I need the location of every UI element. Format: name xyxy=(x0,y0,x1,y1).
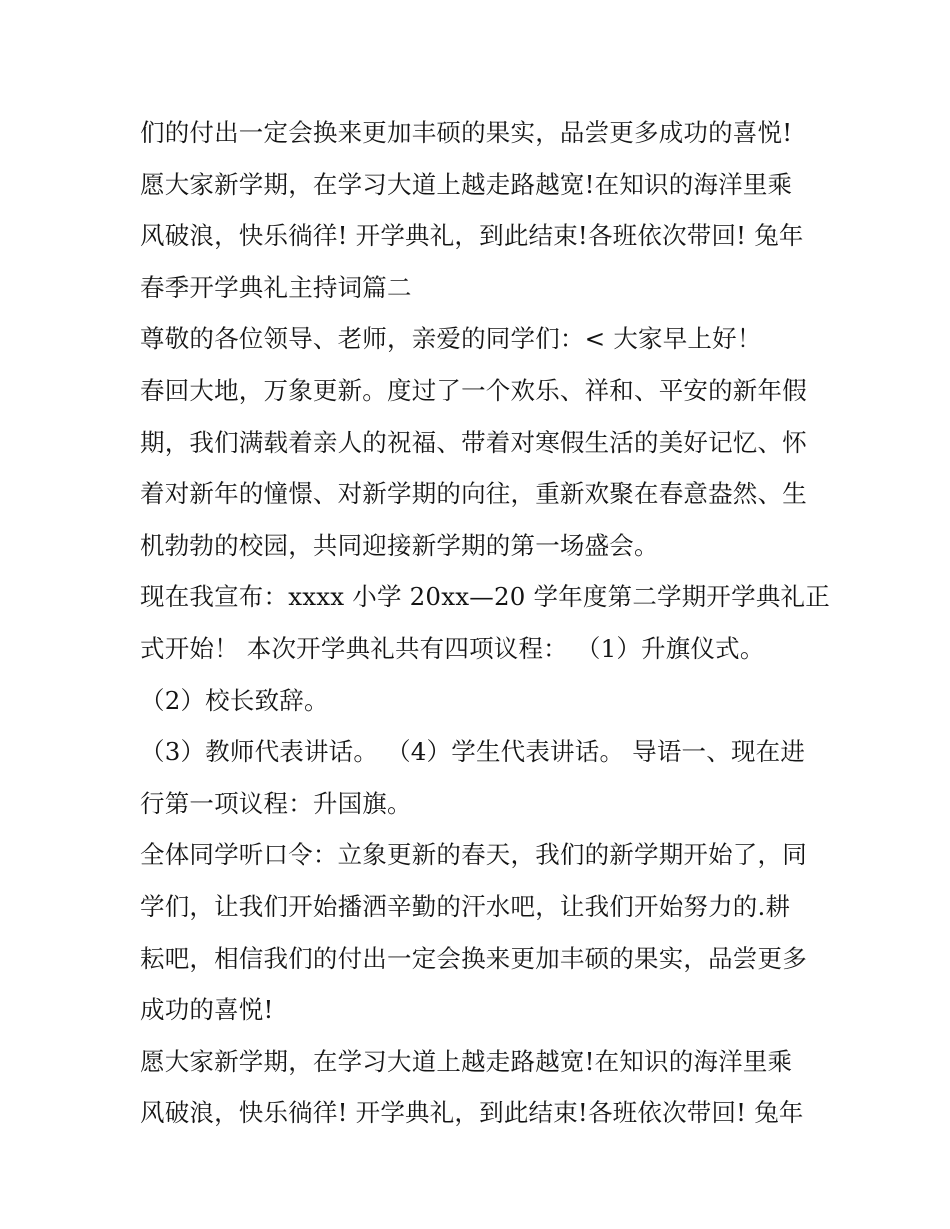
text-line: 学们，让我们开始播洒辛勤的汗水吧，让我们开始努力的.耕 xyxy=(140,891,791,921)
text-line: 尊敬的各位领导、老师，亲爱的同学们：< 大家早上好！ xyxy=(140,324,762,354)
text-line: 风破浪，快乐徜徉! 开学典礼，到此结束!各班依次带回! 兔年 xyxy=(140,221,804,251)
document-body xyxy=(140,107,830,1139)
text-line: （3）教师代表讲话。 （4）学生代表讲话。 导语一、现在进 xyxy=(140,737,806,767)
text-line: 们的付出一定会换来更加丰硕的果实，品尝更多成功的喜悦! xyxy=(140,118,793,147)
text-line: 全体同学听口令：立象更新的春天，我们的新学期开始了，同 xyxy=(140,840,807,870)
text-line: 着对新年的憧憬、对新学期的向往，重新欢聚在春意盎然、生 xyxy=(140,479,807,509)
text-line: 成功的喜悦! xyxy=(140,995,274,1025)
text-line: 风破浪，快乐徜徉! 开学典礼，到此结束!各班依次带回! 兔年 xyxy=(140,1098,804,1128)
text-line: 行第一项议程：升国旗。 xyxy=(140,788,412,818)
text-line: 式开始！ 本次开学典礼共有四项议程： （1）升旗仪式。 xyxy=(140,633,765,663)
text-line: 耘吧，相信我们的付出一定会换来更加丰硕的果实，品尝更多 xyxy=(140,943,807,973)
text-line: （2）校长致辞。 xyxy=(140,685,329,715)
section-heading: 春季开学典礼主持词篇二 xyxy=(140,272,412,302)
text-line: 现在我宣布：xxxx 小学 20xx—20 学年度第二学期开学典礼正 xyxy=(140,582,830,612)
text-line: 期，我们满载着亲人的祝福、带着对寒假生活的美好记忆、怀 xyxy=(140,427,807,457)
text-line: 愿大家新学期，在学习大道上越走路越宽!在知识的海洋里乘 xyxy=(140,1046,793,1076)
text-line: 春回大地，万象更新。度过了一个欢乐、祥和、平安的新年假 xyxy=(140,375,807,405)
text-line: 机勃勃的校园，共同迎接新学期的第一场盛会。 xyxy=(140,530,659,560)
text-line: 愿大家新学期，在学习大道上越走路越宽!在知识的海洋里乘 xyxy=(140,169,793,199)
